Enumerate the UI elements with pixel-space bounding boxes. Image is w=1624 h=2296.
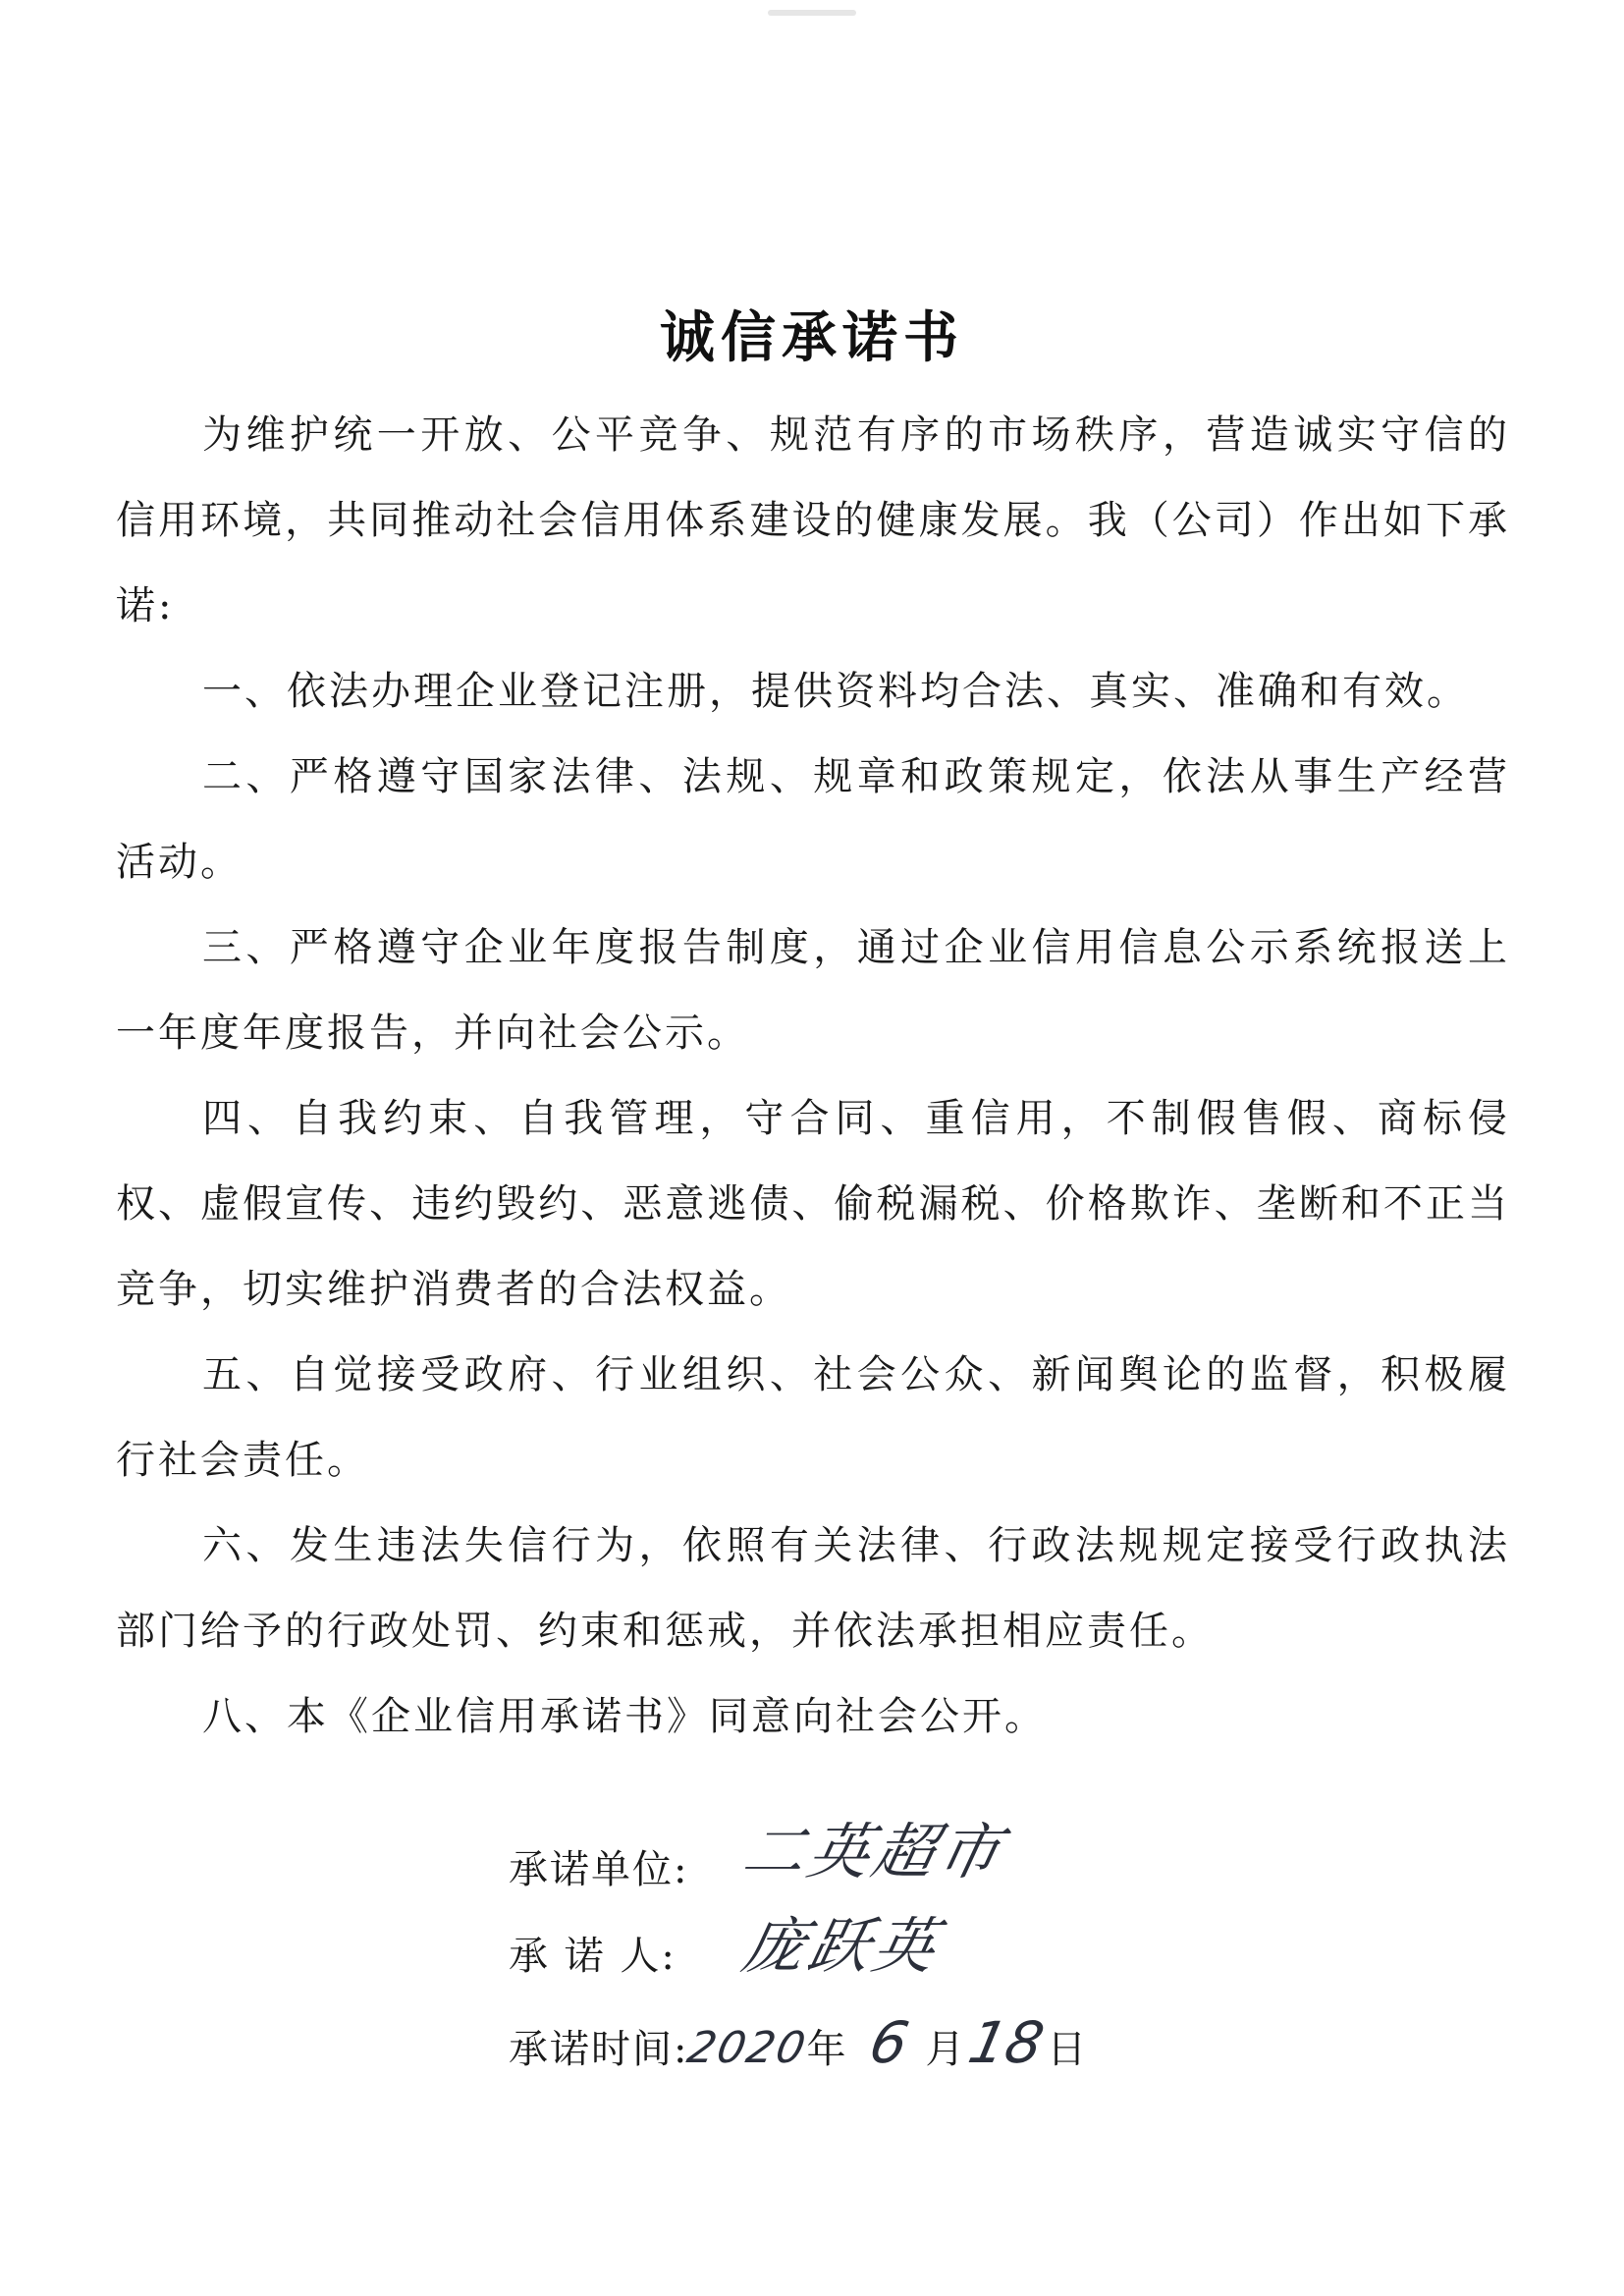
person-label: 承 诺 人: — [509, 1934, 677, 1979]
paragraph-intro: 为维护统一开放、公平竞争、规范有序的市场秩序，营造诚实守信的信用环境，共同推动社会信用体系建设的健康发展。我（公司）作出如下承诺: — [116, 412, 1510, 629]
paragraph-item-6: 六、发生违法失信行为，依照有关法律、行政法规规定接受行政执法部门给予的行政处罚、约束和惩戒，并依法承担相应责任。 — [116, 1523, 1510, 1654]
signature-person-row — [509, 1910, 1392, 1999]
date-month-handwritten: 6 — [864, 2009, 915, 2076]
unit-label: 承诺单位: — [509, 1847, 689, 1892]
document-body — [116, 393, 1510, 1760]
paragraph-item-1: 一、依法办理企业登记注册，提供资料均合法、真实、准确和有效。 — [202, 669, 1469, 714]
paragraph-item-3: 三、严格遵守企业年度报告制度，通过企业信用信息公示系统报送上一年度年度报告，并向社会公示。 — [116, 925, 1510, 1056]
paragraph-item-2: 二、严格遵守国家法律、法规、规章和政策规定，依法从事生产经营活动。 — [116, 754, 1510, 885]
paragraph-item-5: 五、自觉接受政府、行业组织、社会公众、新闻舆论的监督，积极履行社会责任。 — [116, 1352, 1510, 1483]
date-month-unit: 月 — [925, 2027, 965, 2072]
person-handwritten-signature: 庞跃英 — [736, 1910, 947, 1982]
unit-handwritten-signature: 二英超市 — [736, 1816, 1011, 1887]
signature-block — [509, 1816, 1392, 2086]
document-title: 诚信承诺书 — [660, 305, 964, 370]
date-year-handwritten: 2020 — [683, 2023, 812, 2073]
paragraph-item-4: 四、自我约束、自我管理，守合同、重信用，不制假售假、商标侵权、虚假宣传、违约毁约、恶意逃债、偷税漏税、价格欺诈、垄断和不正当竞争，切实维护消费者的合法权益。 — [116, 1096, 1510, 1312]
scan-mark — [768, 10, 856, 16]
signature-date-row — [509, 1999, 1392, 2086]
date-day-unit: 日 — [1047, 2027, 1087, 2072]
date-day-handwritten: 18 — [963, 2009, 1051, 2076]
signature-unit-row — [509, 1816, 1392, 1913]
paragraph-item-8: 八、本《企业信用承诺书》同意向社会公开。 — [202, 1694, 1047, 1739]
date-year-unit: 年 — [806, 2027, 846, 2072]
date-label: 承诺时间: — [509, 2027, 689, 2072]
